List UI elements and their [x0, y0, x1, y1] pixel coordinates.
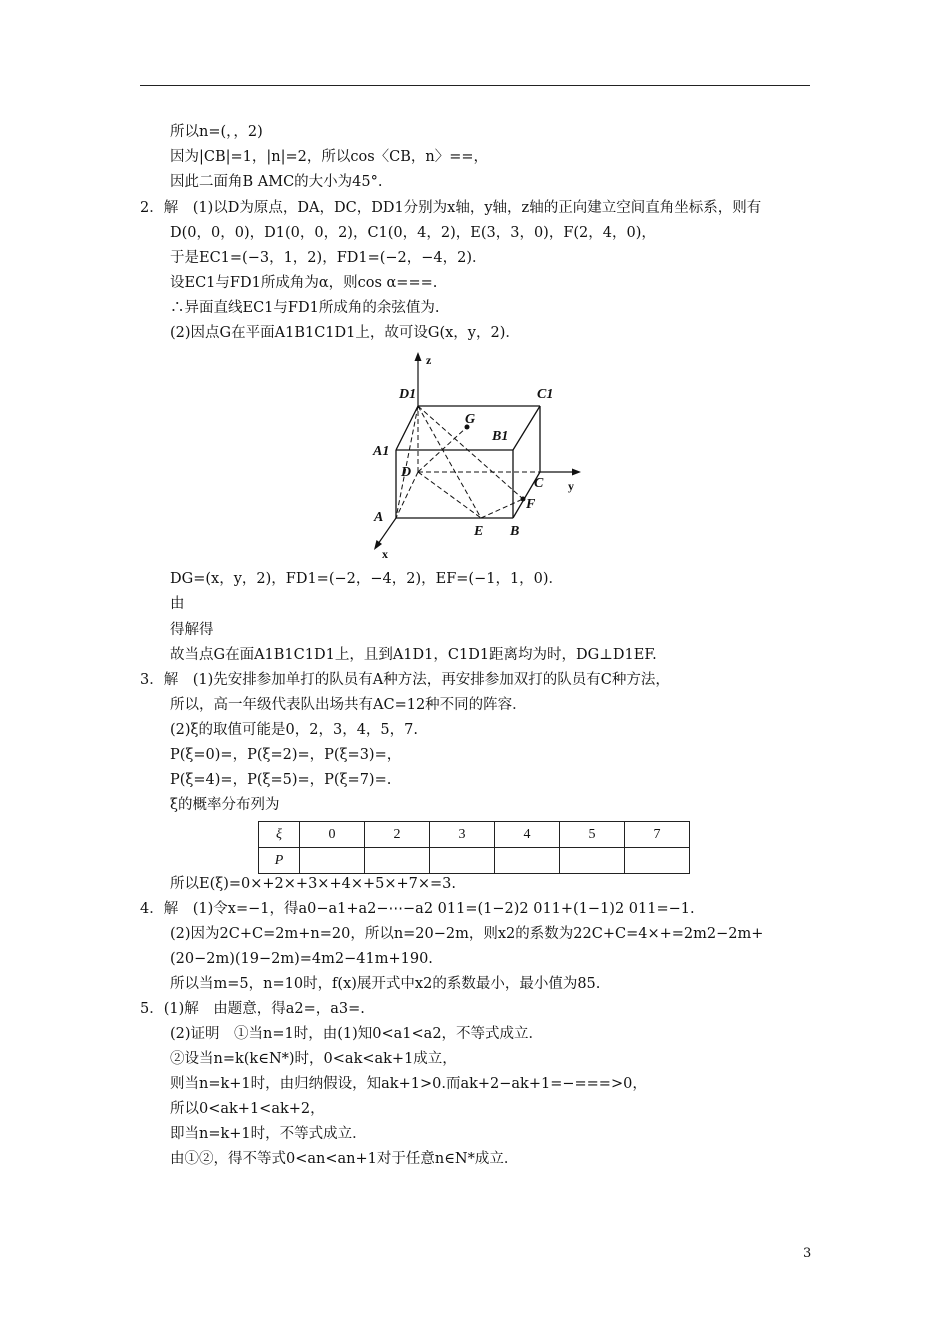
line-5: D(0，0，0)，D1(0，0，2)，C1(0，4，2)，E(3，3，0)，F(2，4，0)， — [170, 225, 656, 241]
line-25: 5．(1)解 由题意，得a2=，a3=. — [140, 1001, 365, 1017]
cuboid-figure — [368, 350, 588, 562]
line-19: ξ的概率分布列为 — [170, 797, 280, 813]
line-15: 所以，高一年级代表队出场共有AC=12种不同的阵容． — [170, 697, 527, 713]
table-cell — [495, 848, 560, 874]
label-axis-y: y — [568, 479, 574, 493]
line-13: 故当点G在面A1B1C1D1上，且到A1D1，C1D1距离均为时，DG⊥D1EF. — [170, 647, 657, 663]
line-28: 则当n=k+1时，由归纳假设，知ak+1>0.而ak+2−ak+1=−===>0， — [170, 1076, 647, 1092]
line-22: (2)因为2C+C=2m+n=20，所以n=20−2m，则x2的系数为22C+C=4×+=2m2−2m+ — [170, 926, 764, 942]
table-cell: 2 — [365, 822, 430, 848]
label-axis-x: x — [382, 547, 388, 561]
table-cell — [625, 848, 690, 874]
line-16: (2)ξ的取值可能是0，2，3，4，5，7. — [170, 722, 418, 738]
line-31: 由①②，得不等式0<an<an+1对于任意n∈N*成立． — [170, 1151, 519, 1167]
table-cell — [300, 848, 365, 874]
table-cell: P — [259, 848, 300, 874]
line-4: 2．解 (1)以D为原点，DA，DC，DD1分别为x轴，y轴，z轴的正向建立空间直角坐标系，则有 — [140, 200, 762, 216]
table-cell: 0 — [300, 822, 365, 848]
line-14: 3．解 (1)先安排参加单打的队员有A种方法，再安排参加双打的队员有C种方法， — [140, 672, 670, 688]
line-12: 得解得 — [170, 622, 214, 638]
line-1: 所以n=(，，2) — [170, 124, 263, 140]
line-24: 所以当m=5，n=10时，f(x)展开式中x2的系数最小，最小值为85. — [170, 976, 601, 992]
line-21: 4．解 (1)令x=−1，得a0−a1+a2−⋯−a2 011=(1−2)2 011+(1−1)2 011=−1. — [140, 901, 695, 917]
line-20: 所以E(ξ)=0×+2×+3×+4×+5×+7×=3. — [170, 876, 457, 892]
label-axis-z: z — [426, 353, 432, 367]
table-cell: 3 — [430, 822, 495, 848]
line-23: (20−2m)(19−2m)=4m2−41m+190. — [170, 951, 433, 967]
label-B1: B1 — [492, 429, 509, 444]
table-cell: 4 — [495, 822, 560, 848]
table-cell — [430, 848, 495, 874]
line-7: 设EC1与FD1所成角为α，则cos α===. — [170, 275, 438, 291]
label-E: E — [474, 524, 484, 539]
line-10: DG=(x，y，2)，FD1=(−2，−4，2)，EF=(−1，1，0)． — [170, 571, 564, 587]
label-F: F — [526, 497, 536, 512]
label-C: C — [534, 476, 544, 491]
line-11: 由 — [170, 596, 185, 612]
line-6: 于是EC1=(−3，1，2)，FD1=(−2，−4，2)． — [170, 250, 487, 266]
table-cell — [365, 848, 430, 874]
table-row — [259, 848, 690, 874]
table-cell — [560, 848, 625, 874]
line-8: ∴异面直线EC1与FD1所成角的余弦值为. — [170, 300, 440, 316]
line-18: P(ξ=4)=，P(ξ=5)=，P(ξ=7)=. — [170, 772, 392, 788]
page-number: 3 — [803, 1246, 812, 1261]
label-A: A — [374, 510, 384, 525]
probability-table — [258, 821, 690, 874]
label-D: D — [401, 465, 412, 480]
table-row — [259, 822, 690, 848]
label-A1: A1 — [373, 444, 390, 459]
line-9: (2)因点G在平面A1B1C1D1上，故可设G(x，y，2)． — [170, 325, 520, 341]
line-26: (2)证明 ①当n=1时，由(1)知0<a1<a2，不等式成立． — [170, 1026, 544, 1042]
label-D1: D1 — [399, 387, 417, 402]
label-C1: C1 — [537, 387, 554, 402]
table-cell: ξ — [259, 822, 300, 848]
line-30: 即当n=k+1时，不等式成立． — [170, 1126, 367, 1142]
label-B: B — [510, 524, 520, 539]
line-27: ②设当n=k(k∈N*)时，0<ak<ak+1成立， — [170, 1051, 457, 1067]
label-G: G — [465, 412, 476, 427]
line-3: 因此二面角B AMC的大小为45°. — [170, 174, 383, 190]
line-2: 因为|CB|=1，|n|=2，所以cos〈CB，n〉==， — [170, 149, 489, 165]
table-cell: 7 — [625, 822, 690, 848]
line-17: P(ξ=0)=，P(ξ=2)=，P(ξ=3)=， — [170, 747, 402, 763]
line-29: 所以0<ak+1<ak+2， — [170, 1101, 325, 1117]
table-cell: 5 — [560, 822, 625, 848]
header-rule — [140, 85, 810, 86]
